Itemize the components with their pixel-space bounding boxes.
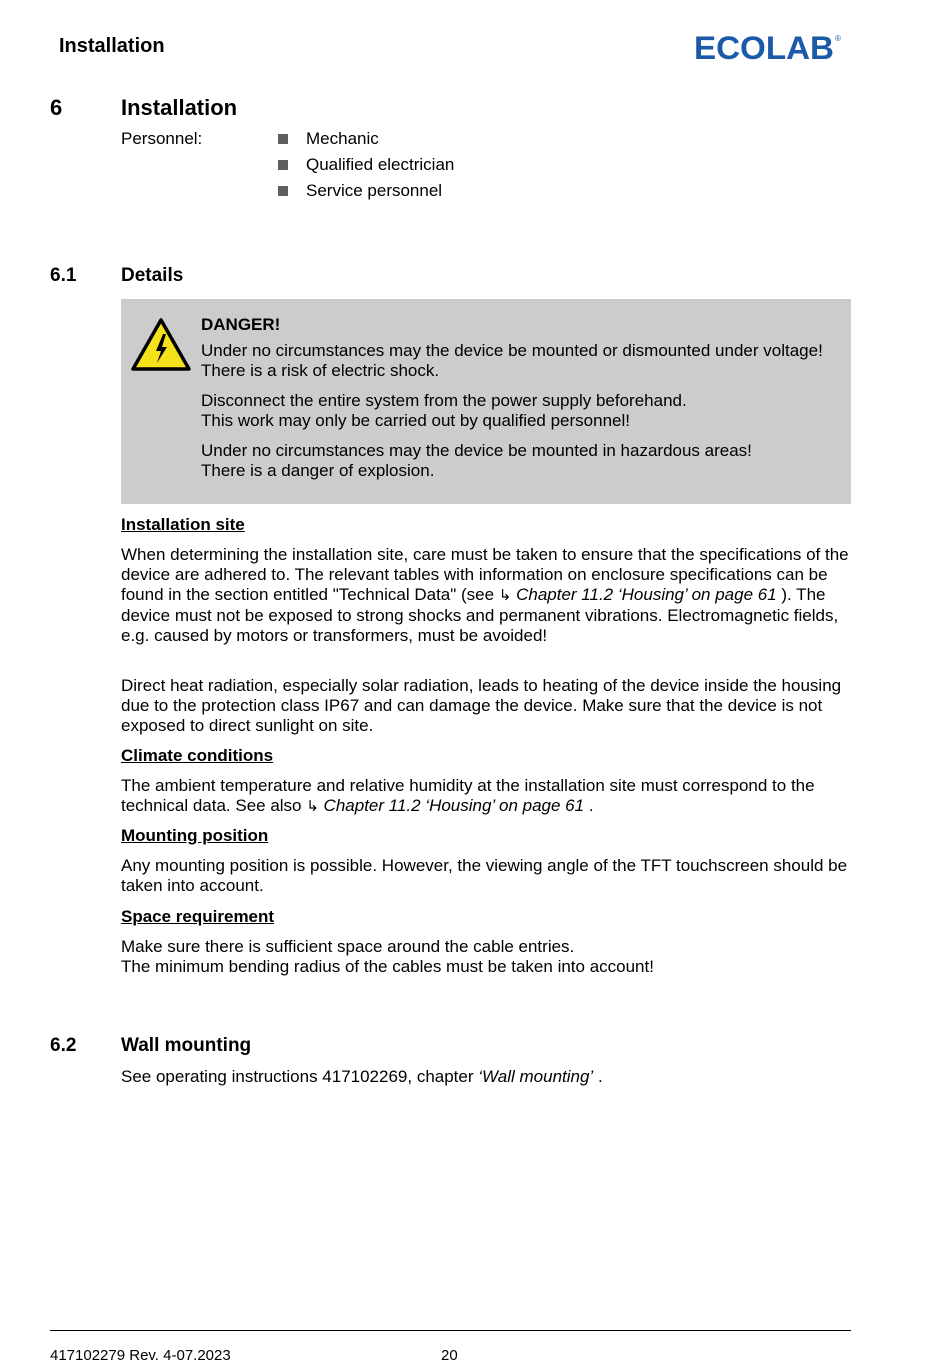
cross-reference-icon: ↳ [306, 798, 319, 815]
cross-reference-link[interactable]: ↳ Chapter 11.2 ‘Housing’ on page 61 [306, 796, 585, 815]
bullet-square-icon [278, 186, 288, 196]
subheading: Installation site [121, 515, 245, 534]
subsection-number: 6.1 [50, 265, 77, 286]
ecolab-logo-graphic [694, 31, 844, 61]
mounting-position-section [121, 826, 851, 846]
bullet-square-icon [278, 160, 288, 170]
cross-reference-icon: ↳ [498, 587, 512, 604]
personnel-label: Personnel: [121, 129, 203, 148]
list-item-label: Mechanic [306, 129, 379, 148]
mounting-position-paragraph: Any mounting position is possible. However, the viewing angle of the TFT touchscreen should be taken into account. [121, 856, 848, 895]
climate-section [121, 746, 851, 766]
solar-radiation-paragraph: Direct heat radiation, especially solar radiation, leads to heating of the device inside the housing due to the protection class IP67 and can damage the device. Make sure that the device is not exposed to direct sunlight on site. [121, 676, 842, 735]
footer-divider [50, 1330, 851, 1331]
subsection-title: Details [121, 265, 184, 286]
danger-heading: DANGER! [201, 315, 281, 334]
personnel-list [277, 129, 454, 207]
wall-mounting-paragraph: See operating instructions 417102269, chapter ‘Wall mounting’ . [121, 1067, 603, 1086]
space-requirement-section [121, 907, 851, 927]
ecolab-logo [694, 31, 844, 61]
list-item [277, 155, 454, 181]
subsection-title: Wall mounting [121, 1035, 252, 1056]
svg-text:ECOLAB: ECOLAB [694, 31, 834, 61]
climate-paragraph: The ambient temperature and relative humidity at the installation site must correspond to the technical data. See also ↳ Chapter 11.2 ‘Housing’ on page 61 . [121, 776, 815, 815]
subheading: Space requirement [121, 907, 275, 926]
installation-site-paragraph: When determining the installation site, care must be taken to ensure that the specifications of the device are adhered to. The relevant tables with information on enclosure specifications can be found in the section entitled "Technical Data" (see ↳ Chapter 11.2 ‘Housing’ on page 61 ). The device must not be exposed to strong shocks and permanent vibrations. Electromagnetic fields, e.g. caused by motors or transformers, must be avoided! [121, 545, 849, 645]
list-item [277, 129, 454, 155]
subsection-number: 6.2 [50, 1035, 77, 1056]
section-number: 6 [50, 95, 63, 120]
installation-site-section [121, 515, 851, 535]
cross-reference-link[interactable]: ‘Wall mounting’ [478, 1067, 594, 1086]
danger-paragraph: Disconnect the entire system from the power supply beforehand. This work may only be carried out by qualified personnel! [201, 391, 687, 430]
subheading: Mounting position [121, 826, 269, 845]
document-id: 417102279 Rev. 4-07.2023 [50, 1347, 231, 1364]
svg-text:®: ® [835, 34, 841, 43]
electric-hazard-icon [130, 317, 192, 373]
space-requirement-paragraph: Make sure there is sufficient space around the cable entries. The minimum bending radius of the cables must be taken into account! [121, 937, 654, 976]
danger-notice [121, 299, 851, 504]
cross-reference-link[interactable]: ↳ Chapter 11.2 ‘Housing’ on page 61 [498, 585, 777, 604]
danger-paragraph: Under no circumstances may the device be mounted in hazardous areas! There is a danger of explosion. [201, 441, 752, 480]
list-item [277, 181, 454, 207]
header-title: Installation [59, 35, 165, 57]
subheading: Climate conditions [121, 746, 274, 765]
list-item-label: Service personnel [306, 181, 443, 200]
page-number: 20 [441, 1347, 458, 1364]
danger-paragraph: Under no circumstances may the device be mounted or dismounted under voltage! There is a risk of electric shock. [201, 341, 823, 380]
section-title: Installation [121, 95, 238, 120]
bullet-square-icon [278, 134, 288, 144]
list-item-label: Qualified electrician [306, 155, 455, 174]
danger-text [201, 315, 841, 491]
